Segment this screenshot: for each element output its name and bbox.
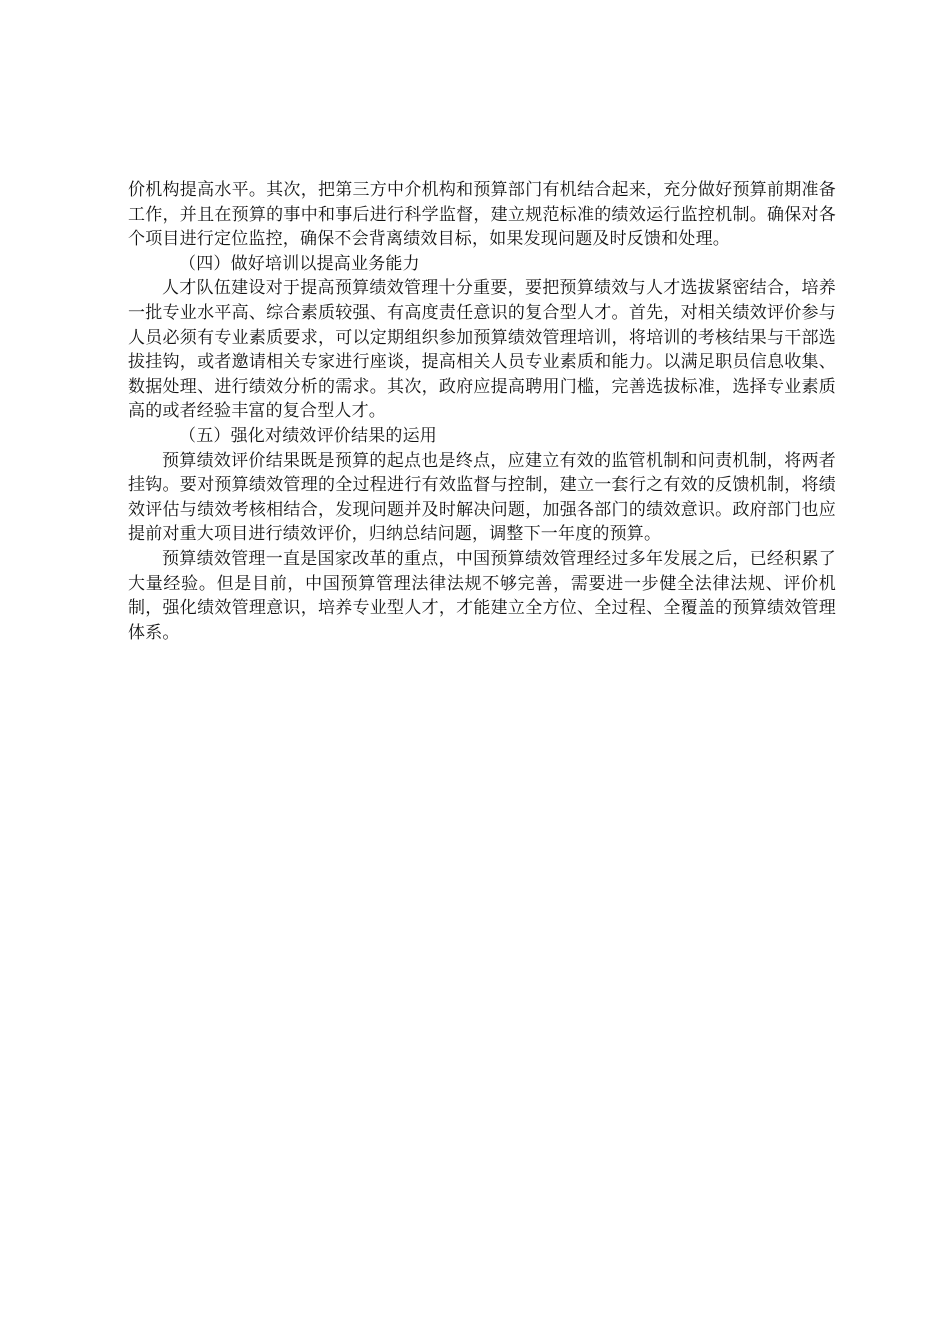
section-heading-four: （四）做好培训以提高业务能力 [179,253,420,274]
paragraph-evaluation-results: 预算绩效评价结果既是预算的起点也是终点，应建立有效的监管机制和问责机制，将两者挂钩。要对预算绩效管理的全过程进行有效监督与控制，建立一套行之有效的反馈机制，将绩效评估与绩效考核相结合，发现问题并及时解决问题，加强各部门的绩效意识。政府部门也应提前对重大项目进行绩效评价，归纳总结问题，调整下一年度的预算。 [128,450,836,545]
paragraph-conclusion: 预算绩效管理一直是国家改革的重点，中国预算绩效管理经过多年发展之后，已经积累了大量经验。但是目前，中国预算管理法律法规不够完善，需要进一步健全法律法规、评价机制，强化绩效管理意识，培养专业型人才，才能建立全方位、全过程、全覆盖的预算绩效管理体系。 [128,548,836,643]
section-heading-five: （五）强化对绩效评价结果的运用 [179,425,437,446]
paragraph-talent-training: 人才队伍建设对于提高预算绩效管理十分重要，要把预算绩效与人才选拔紧密结合，培养一批专业水平高、综合素质较强、有高度责任意识的复合型人才。首先，对相关绩效评价参与人员必须有专业素质要求，可以定期组织参加预算绩效管理培训，将培训的考核结果与干部选拔挂钩，或者邀请相关专家进行座谈，提高相关人员专业素质和能力。以满足职员信息收集、数据处理、进行绩效分析的需求。其次，政府应提高聘用门槛，完善选拔标准，选择专业素质高的或者经验丰富的复合型人才。 [128,278,836,422]
paragraph-continuation: 价机构提高水平。其次，把第三方中介机构和预算部门有机结合起来，充分做好预算前期准备工作，并且在预算的事中和事后进行科学监督，建立规范标准的绩效运行监控机制。确保对各个项目进行定位监控，确保不会背离绩效目标，如果发现问题及时反馈和处理。 [128,180,836,250]
document-body [128,178,836,645]
